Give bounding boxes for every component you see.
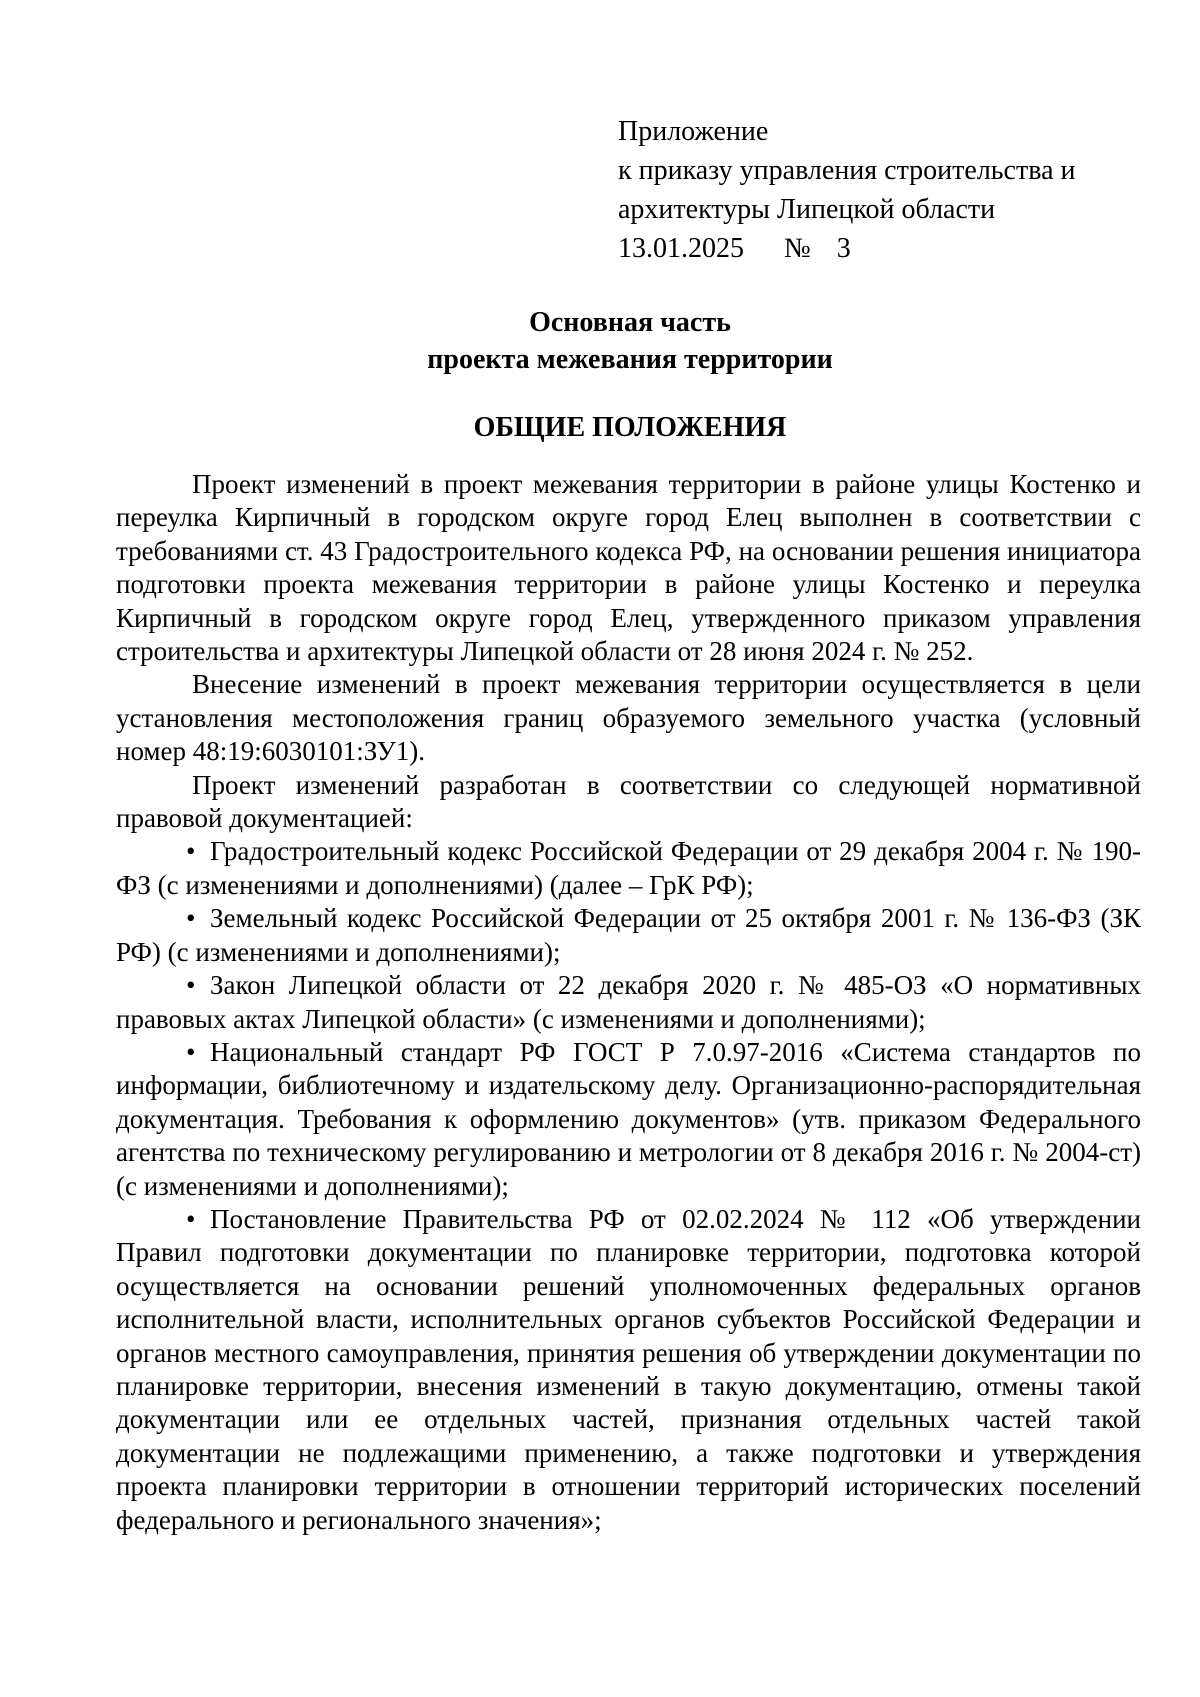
appendix-title: Приложение	[618, 116, 769, 147]
bullet-icon: •	[186, 903, 196, 934]
bullet-text: Земельный кодекс Российской Федерации от 25 октября 2001 г. № 136-ФЗ (ЗК РФ) (с изменениями и дополнениями);	[116, 903, 1141, 967]
appendix-number: 3	[836, 233, 851, 264]
bullet-icon: •	[186, 836, 196, 867]
bullet-icon: •	[186, 970, 196, 1001]
appendix-organization: архитектуры Липецкой области	[618, 194, 996, 225]
bullet-item-grk	[116, 835, 1141, 902]
bullet-text: Национальный стандарт РФ ГОСТ Р 7.0.97-2016 «Система стандартов по информации, библиотечному и издательскому делу. Организационно-распорядительная документация. Требования к оформлению документов» (утв. приказом Федерального агентства по техническому регулированию и метрологии от 8 декабря 2016 г. № 2004-ст) (с изменениями и дополнениями);	[116, 1036, 1141, 1201]
document-body	[116, 468, 1141, 1537]
bullet-text: Постановление Правительства РФ от 02.02.2024 № 112 «Об утверждении Правил подготовки документации по планировке территории, подготовка которой осуществляется на основании решений уполномоченных федеральных органов исполнительной власти, исполнительных органов субъектов Российской Федерации и органов местного самоуправления, принятия решения об утверждении документации по планировке территории, внесения изменений в такую документацию, отмены такой документации или ее отдельных частей, признания отдельных частей такой документации не подлежащими применению, а также подготовки и утверждения проекта планировки территории в отношении территорий исторических поселений федерального и регионального значения»;	[116, 1203, 1141, 1535]
paragraph-legal-basis: Проект изменений разработан в соответствии со следующей нормативной правовой документацией:	[116, 769, 1141, 834]
appendix-header	[618, 112, 1076, 268]
appendix-order-reference: к приказу управления строительства и	[618, 155, 1076, 186]
section-title: ОБЩИЕ ПОЛОЖЕНИЯ	[473, 412, 787, 443]
paragraph-purpose: Внесение изменений в проект межевания территории осуществляется в цели установления местоположения границ образуемого земельного участка (условный номер 48:19:6030101:ЗУ1).	[116, 669, 1141, 767]
document-title-line-1: Основная часть	[529, 307, 731, 338]
bullet-text: Градостроительный кодекс Российской Федерации от 29 декабря 2004 г. № 190-ФЗ (с изменениями и дополнениями) (далее – ГрК РФ);	[116, 836, 1141, 900]
paragraph-basis: Проект изменений в проект межевания территории в районе улицы Костенко и переулка Кирпичный в городском округе город Елец выполнен в соответствии с требованиями ст. 43 Градостроительного кодекса РФ, на основании решения инициатора подготовки проекта межевания территории в районе улицы Костенко и переулка Кирпичный в городском округе город Елец, утвержденного приказом управления строительства и архитектуры Липецкой области от 28 июня 2024 г. № 252.	[116, 469, 1141, 667]
appendix-number-sign: №	[784, 233, 811, 264]
document-title	[0, 304, 1200, 378]
document-title-line-2: проекта межевания территории	[427, 344, 833, 375]
bullet-icon: •	[186, 1203, 196, 1234]
bullet-item-government-decree	[116, 1203, 1141, 1537]
bullet-item-lipetsk-law	[116, 969, 1141, 1036]
appendix-date-number	[618, 229, 1076, 268]
bullet-item-zk	[116, 902, 1141, 969]
appendix-date: 13.01.2025	[618, 233, 744, 264]
bullet-icon: •	[186, 1036, 196, 1067]
bullet-text: Закон Липецкой области от 22 декабря 2020 г. № 485-ОЗ «О нормативных правовых актах Липецкой области» (с изменениями и дополнениями);	[116, 970, 1141, 1034]
bullet-item-gost	[116, 1036, 1141, 1203]
